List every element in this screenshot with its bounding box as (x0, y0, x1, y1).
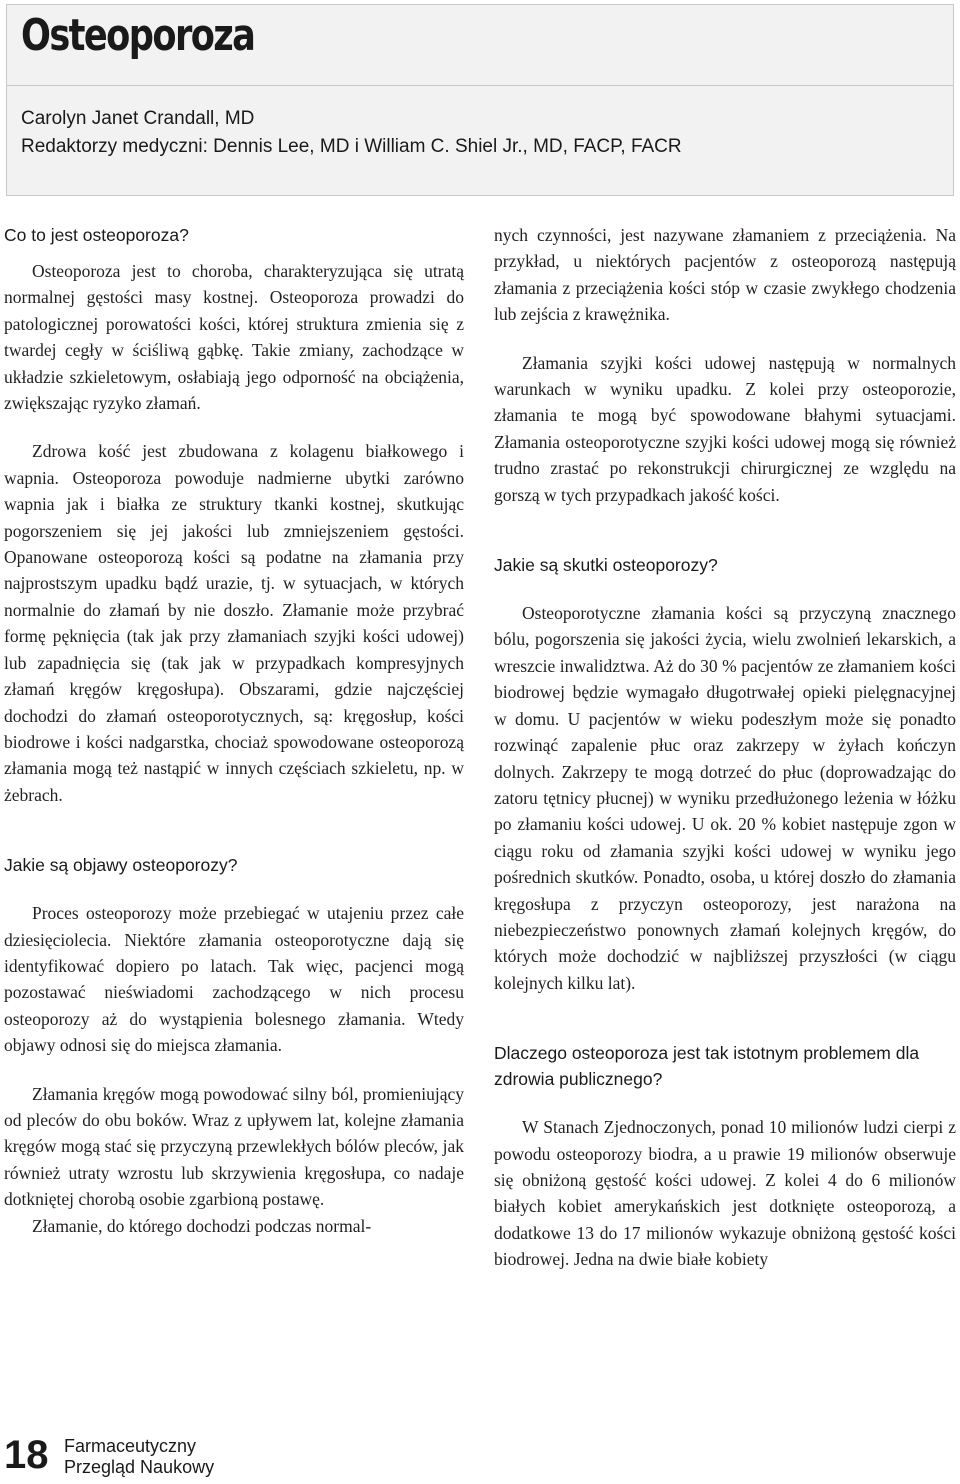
section-heading-public-health: Dlaczego osteoporoza jest tak istotnym problemem dla zdrowia publicznego? (494, 1043, 920, 1090)
journal-name-line-2: Przegląd Naukowy (64, 1457, 215, 1477)
authors-banner (6, 86, 954, 196)
journal-name (64, 1436, 214, 1478)
article-title: Osteoporoza (21, 10, 255, 61)
section-heading-effects: Jakie są skutki osteoporozy? (494, 555, 718, 576)
paragraph: Złamania szyjki kości udowej następują w normalnych warunkach w wyniku upadku. Z kolei przy osteoporozie, złamania te mogą być spowodowane błahymi sytuacjami. Złamania osteoporotyczne szyjki kości udowej mogą się również trudno zrastać po rekonstrukcji chirurgicznej ze względu na gorszą w tych przypadkach jakość kości. (494, 352, 956, 505)
paragraph: Proces osteoporozy może przebiegać w utajeniu przez całe dziesięciolecia. Niektóre złamania osteoporotyczne dają się identyfikować dopiero po latach. Tak więc, pacjenci mogą pozostawać nieświadomi zachodzącego w nich procesu osteoporozy aż do wystąpienia bolesnego złamania. Wtedy objawy odnosi się do miejsca złamania. (4, 903, 464, 1056)
paragraph: W Stanach Zjednoczonych, ponad 10 milionów ludzi cierpi z powodu osteoporozy biodra, a u prawie 19 milionów obserwuje się obniżoną gęstość kości udowej. Z kolei 4 do 6 milionów białych kobiet amerykańskich jest dotknięte osteoporozą, a dodatkowe 13 do 17 milionów wykazuje obniżoną gęstość kości biodrowej. Jedna na dwie białe kobiety (494, 1117, 956, 1270)
right-column (494, 222, 956, 1273)
page-number: 18 (4, 1433, 49, 1477)
paragraph: Złamanie, do którego dochodzi podczas normal- (32, 1215, 372, 1236)
section-heading-symptoms: Jakie są objawy osteoporozy? (4, 855, 238, 876)
medical-editors: Redaktorzy medyczni: Dennis Lee, MD i William C. Shiel Jr., MD, FACP, FACR (21, 136, 682, 157)
journal-name-line-1: Farmaceutyczny (64, 1436, 197, 1456)
paragraph: Zdrowa kość jest zbudowana z kolagenu białkowego i wapnia. Osteoporoza powoduje nadmierne ubytki zarówno wapnia jak i białka ze struktury tkanki kostnej, skutkując pogorszeniem się jej jakości lub zmniejszeniem gęstości. Opanowane osteoporozą kości są podatne na złamania przy najprostszym upadku bądź urazie, tj. w sytuacjach, w których normalnie do złamań by nie doszło. Złamanie może przybrać formę pęknięcia (tak jak przy złamaniach szyjki kości udowej) lub zapadnięcia się (tak jak w przypadkach kompresyjnych złamań kręgów kręgosłupa). Obszarami, gdzie najczęściej dochodzi do złamań osteoporotycznych, są: kręgosłup, kości biodrowe i kości nadgarstka, chociaż spowodowane osteoporozą złamania mogą też nastąpić w innych częściach szkieletu, np. w żebrach. (4, 441, 464, 805)
author-name: Carolyn Janet Crandall, MD (21, 108, 255, 129)
left-column (4, 222, 464, 1239)
page-footer (4, 1432, 404, 1482)
section-heading-what-is: Co to jest osteoporoza? (4, 225, 189, 245)
paragraph: nych czynności, jest nazywane złamaniem z przeciążenia. Na przykład, u niektórych pacjentów z osteoporozą następują złamania z przeciążenia kości stóp w czasie zwykłego chodzenia lub zejścia z krawężnika. (494, 225, 956, 325)
paragraph: Osteoporotyczne złamania kości są przyczyną znacznego bólu, pogorszenia się jakości życia, wielu zwolnień lekarskich, a wreszcie inwalidztwa. Aż do 30 % pacjentów ze złamaniem kości biodrowej będzie wymagało długotrwałej opieki pielęgnacyjnej w domu. U pacjentów w wieku podeszłym może się ponadto rozwinąć zapalenie płuc oraz zakrzepy w żyłach kończyn dolnych. Zakrzepy te mogą dotrzeć do płuc (doprowadzając do zatoru tętnicy płucnej) w wyniku przedłużonego leżenia w łóżku po złamaniu kości udowej. U ok. 20 % kobiet następuje zgon w ciągu roku od złamania szyjki kości udowej w wyniku jego pośrednich skutków. Ponadto, osoba, u której doszło do złamania kręgosłupa z przyczyn osteoporozy, jest narażona na niebezpieczeństwo ponownych złamań kolejnych kręgów, do których może dochodzić w najbliższej przyszłości (w ciągu kolejnych kilku lat). (494, 603, 956, 993)
title-banner (6, 4, 954, 86)
paragraph: Złamania kręgów mogą powodować silny ból, promieniujący od pleców do obu boków. Wraz z upływem lat, kolejne złamania kręgów mogą stać się przyczyną przewlekłych bólów pleców, jak również utraty wzrostu lub skrzywienia kręgosłupa, co nadaje dotkniętej chorobą osobie zgarbioną postawę. (4, 1083, 464, 1210)
paragraph: Osteoporoza jest to choroba, charakteryzująca się utratą normalnej gęstości masy kostnej. Osteoporoza prowadzi do patologicznej porowatości kości, której struktura zmienia się z twardej cegły w ściśliwą gąbkę. Takie zmiany, zachodzące w układzie szkieletowym, osłabiają jego odporność na obciążenia, zwiększając ryzyko złamań. (4, 261, 464, 414)
